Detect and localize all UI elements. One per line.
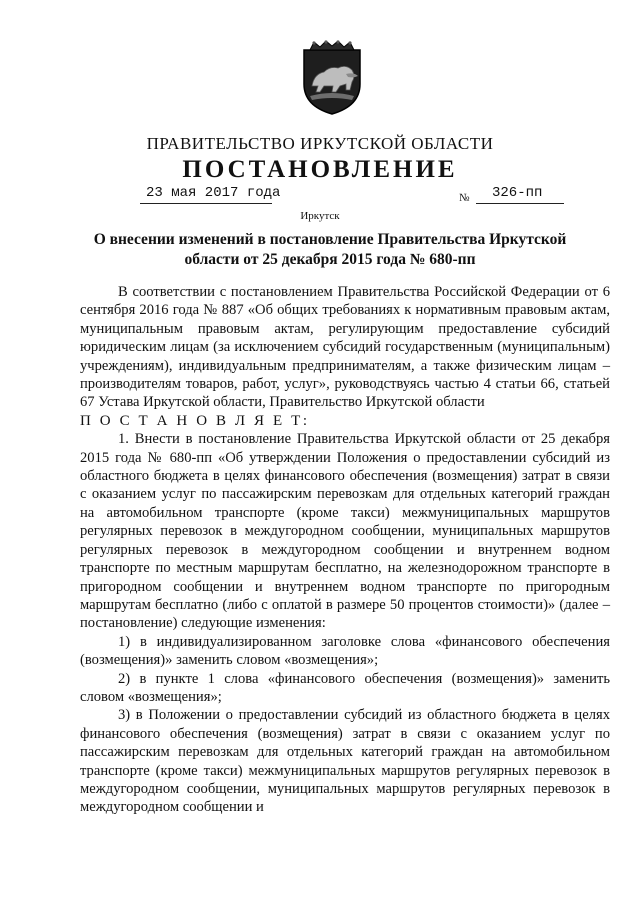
document-title: О внесении изменений в постановление Правительства Иркутской области от 25 декабря 2015 года № 680-пп bbox=[93, 231, 567, 268]
subitem-2-paragraph: 2) в пункте 1 слова «финансового обеспечения (возмещения)» заменить словом «возмещения»; bbox=[80, 670, 610, 705]
item-1-paragraph: 1. Внести в постановление Правительства Иркутской области от 25 декабря 2015 года № 680-пп «Об утверждении Положения о предоставлении субсидий из областного бюджета в целях финансового обеспечения (возмещения) затрат в связи с оказанием услуг по пассажирским перевозкам для отдельных категорий граждан на автомобильном транспорте (кроме такси) межмуниципальных маршрутов регулярных перевозок в междугородном сообщении, муниципальных маршрутов регулярных перевозок в междугородном сообщении и внутреннем водном транспорте по местным маршрутам бесплатно, на железнодорожном транспорте в пригородном сообщении и внутреннем водном транспорте по пригородным маршрутам бесплатно (либо с оплатой в размере 50 процентов стоимости)» (далее – постановление) следующие изменения: bbox=[80, 431, 610, 632]
number-sign: № bbox=[459, 192, 470, 204]
government-name: ПРАВИТЕЛЬСТВО ИРКУТСКОЙ ОБЛАСТИ bbox=[146, 134, 494, 153]
subitem-1-paragraph: 1) в индивидуализированном заголовке слова «финансового обеспечения (возмещения)» заменить словом «возмещения»; bbox=[80, 633, 610, 669]
preamble-paragraph: В соответствии с постановлением Правительства Российской Федерации от 6 сентября 2016 года № 887 «Об общих требованиях к нормативным правовым актам, муниципальным правовым актам, регулирующим предоставление субсидий юридическим лицам (за исключением субсидий государственным (муниципальным) учреждениям), индивидуальным предпринимателям, а также физическим лицам – производителям товаров, работ, услуг», руководствуясь частью 4 статьи 66, статьей 67 Устава Иркутской области, Правительство Иркутской области bbox=[80, 284, 610, 411]
city: Иркутск bbox=[300, 210, 340, 222]
document-number: 326-пп bbox=[492, 185, 543, 201]
date-underline bbox=[140, 203, 272, 204]
document-body bbox=[80, 283, 610, 817]
number-underline bbox=[476, 203, 564, 204]
subitem-3-paragraph: 3) в Положении о предоставлении субсидий из областного бюджета в целях финансового обеспечения (возмещения) затрат в связи с оказанием услуг по пассажирским перевозкам для отдельных категорий граждан на автомобильном транспорте (кроме такси) межмуниципальных маршрутов регулярных перевозок в междугородном сообщении, муниципальных маршрутов регулярных перевозок в междугородном сообщении и bbox=[80, 707, 610, 816]
document-type: ПОСТАНОВЛЕНИЕ bbox=[182, 156, 458, 183]
resolves-heading: П О С Т А Н О В Л Я Е Т: bbox=[80, 412, 310, 429]
document-date: 23 мая 2017 года bbox=[146, 185, 281, 201]
irkutsk-coat-of-arms-icon bbox=[300, 40, 364, 116]
